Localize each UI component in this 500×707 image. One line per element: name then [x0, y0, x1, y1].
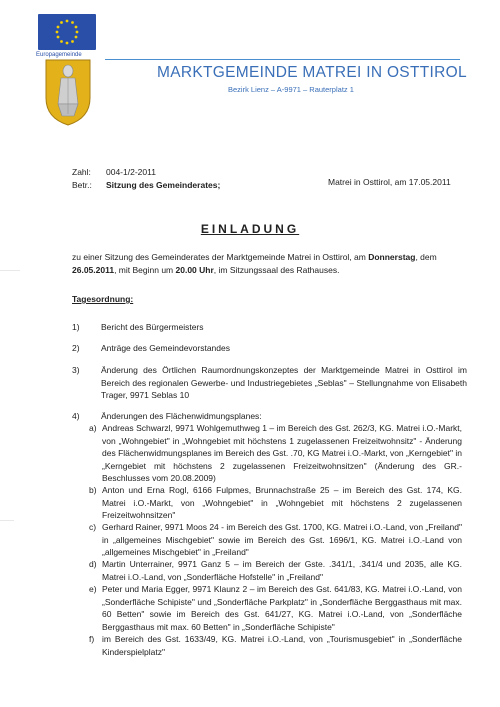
agenda-item-text: Änderungen des Flächenwidmungsplanes: [101, 411, 262, 421]
zahl-value: 004-1/2-2011 [106, 167, 156, 177]
meeting-date: 26.05.2011 [72, 264, 115, 275]
subitem-letter: a) [89, 423, 97, 433]
agenda-item-text: Bericht des Bürgermeisters [101, 322, 204, 332]
letter-date: Matrei in Osttirol, am 17.05.2011 [328, 177, 451, 187]
subitem-text: Peter und Maria Egger, 9971 Klaunz 2 – im Bereich des Gst. 641/83, KG. Matrei i.O.-Land, von „Sonderfläche Schipiste" und „Sonderfläche Parkplatz" in „Sonderfläche Berggasthaus mit max. 60 Betten" sowie im Bereich des Gst. 641/27, KG. Matrei i.O.-Land, von „Sonderfläche Berggasthaus mit max. 60 Betten" in „Sonderfläche Schipiste" [102, 584, 462, 632]
subitem-letter: d) [89, 559, 97, 569]
scan-artifact [0, 520, 14, 521]
agenda-item-number: 4) [72, 411, 80, 421]
subitem-letter: b) [89, 485, 97, 495]
subitem-text: im Bereich des Gst. 1633/49, KG. Matrei i.O.-Land, von „Tourismusgebiet" in „Sonderfläche Kinderspielplatz" [102, 634, 462, 657]
agenda-item-text: Änderung des Örtlichen Raumordnungskonzeptes der Marktgemeinde Matrei in Osttirol im Bereich des regionalen Gewerbe- und Industriegebietes „Seblas" – Stellungnahme von Elisabeth Trager, 9971 Seblas 10 [101, 365, 467, 400]
agenda-item-number: 2) [72, 343, 80, 353]
scan-artifact [0, 270, 20, 271]
coat-of-arms-icon [44, 58, 92, 126]
agenda-heading: Tagesordnung: [72, 294, 134, 304]
document-title: EINLADUNG [200, 222, 300, 236]
agenda-item-number: 1) [72, 322, 80, 332]
meeting-weekday: Donnerstag [368, 252, 416, 262]
eu-caption: Europagemeinde [36, 52, 82, 58]
subitem-letter: e) [89, 584, 97, 594]
betr-label: Betr.: [72, 180, 92, 190]
subitem-letter: c) [89, 522, 97, 532]
intro-text: zu einer Sitzung des Gemeinderates der Marktgemeinde Matrei in Osttirol, am [72, 252, 369, 262]
intro-text: , mit Beginn um [114, 264, 176, 275]
zahl-label: Zahl: [72, 167, 91, 177]
header-divider [105, 59, 460, 60]
intro-text: , dem [415, 252, 437, 262]
agenda-item-number: 3) [72, 365, 80, 375]
org-title: MARKTGEMEINDE MATREI IN OSTTIROL [157, 64, 467, 81]
subitem-text: Martin Unterrainer, 9971 Ganz 5 – im Bereich der Gste. .341/1, .341/4 und 2035, alle KG. Matrei i.O.-Land, von „Sonderfläche Hofstelle" in „Freiland" [102, 559, 462, 582]
meeting-time: 20.00 Uhr [175, 264, 214, 275]
subitem-text: Anton und Erna Rogl, 6166 Fulpmes, Brunnachstraße 25 – im Bereich des Gst. 174, KG. Matrei i.O.-Markt, von „Wohngebiet" in „Wohngebiet mit höchstens 2 zugelassenen Freizeitwohnsitzen" [102, 485, 462, 520]
intro-text: , im Sitzungssaal des Rathauses. [213, 264, 340, 275]
agenda-item-text: Anträge des Gemeindevorstandes [101, 343, 230, 353]
betr-value: Sitzung des Gemeinderates; [106, 180, 221, 190]
subitem-text: Gerhard Rainer, 9971 Moos 24 - im Bereich des Gst. 1700, KG. Matrei i.O.-Land, von „Freiland" in „allgemeines Mischgebiet" sowie im Bereich des Gst. 1696/1, KG. Matrei i.O.-Land von „allgemeines Mischgebiet" in „Freiland" [102, 522, 462, 557]
intro-paragraph [72, 251, 467, 276]
eu-flag-icon [38, 14, 96, 50]
org-address: Bezirk Lienz – A-9971 – Rauterplatz 1 [228, 85, 354, 94]
subitem-text: Andreas Schwarzl, 9971 Wohlgemuthweg 1 – im Bereich des Gst. 262/3, KG. Matrei i.O.-Markt, von „Wohngebiet" in „Wohngebiet mit höchstens 1 zugelassenen Freizeitwohnsitz" - Änderung des Flächenwidmungsplanes im Bereich des Gst. .70, KG Matrei i.O.-Markt, von „Kerngebiet" in „Kerngebiet mit höchstens 2 zugelassenen Freizeitwohnsitzen" (Änderung des GR.-Beschlusses vom 20.08.2009) [102, 423, 462, 483]
subitem-letter: f) [89, 634, 95, 644]
